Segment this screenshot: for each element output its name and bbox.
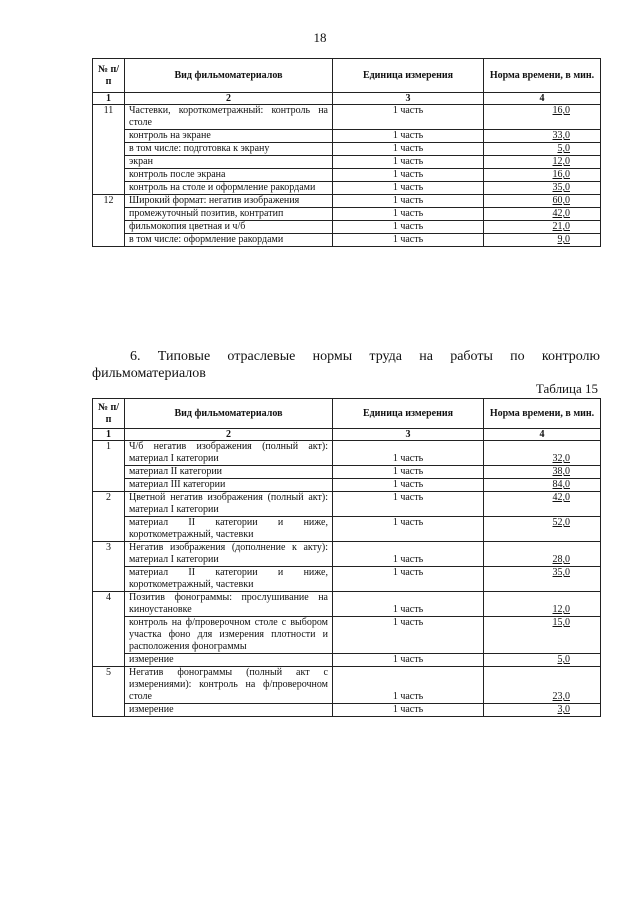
table-row — [93, 592, 601, 617]
column-number-row — [93, 93, 601, 105]
material-name: промежуточный позитив, контратип — [125, 208, 333, 221]
table-row — [93, 479, 601, 492]
norm-value: 12,0 — [484, 156, 601, 169]
material-name: измерение — [125, 654, 333, 667]
col-number: 4 — [484, 429, 601, 441]
material-name: измерение — [125, 704, 333, 717]
norm-value: 3,0 — [484, 704, 601, 717]
table-header-row — [93, 399, 601, 429]
col-number: 3 — [333, 429, 484, 441]
row-number: 4 — [93, 592, 125, 667]
page-number: 18 — [313, 30, 327, 45]
norm-value: 32,0 — [484, 441, 601, 466]
table-row — [93, 195, 601, 208]
material-name: материал II категории — [125, 466, 333, 479]
table-caption: Таблица 15 — [535, 381, 598, 396]
col-header-num: № п/п — [93, 399, 125, 429]
table-header-row — [93, 59, 601, 93]
unit-value: 1 часть — [333, 441, 484, 466]
unit-value: 1 часть — [333, 105, 484, 130]
unit-value: 1 часть — [333, 208, 484, 221]
norm-value: 12,0 — [484, 592, 601, 617]
norms-table-continued — [92, 58, 601, 247]
unit-value: 1 часть — [333, 567, 484, 592]
unit-value: 1 часть — [333, 143, 484, 156]
table-row — [93, 105, 601, 130]
table-row — [93, 667, 601, 704]
table-row — [93, 441, 601, 466]
table-row — [93, 182, 601, 195]
norm-value: 16,0 — [484, 105, 601, 130]
unit-value: 1 часть — [333, 195, 484, 208]
unit-value: 1 часть — [333, 130, 484, 143]
unit-value: 1 часть — [333, 156, 484, 169]
material-name: Негатив изображения (дополнение к акту): материал I категории — [125, 542, 333, 567]
unit-value: 1 часть — [333, 466, 484, 479]
row-number: 11 — [93, 105, 125, 195]
table-row — [93, 617, 601, 654]
table-row — [93, 234, 601, 247]
material-name: в том числе: подготовка к экрану — [125, 143, 333, 156]
col-number: 3 — [333, 93, 484, 105]
norm-value: 9,0 — [484, 234, 601, 247]
col-header-unit: Единица измерения — [333, 59, 484, 93]
col-header-material: Вид фильмоматериалов — [125, 59, 333, 93]
material-name: Негатив фонограммы (полный акт с измерениями): контроль на ф/проверочном столе — [125, 667, 333, 704]
norm-value: 35,0 — [484, 182, 601, 195]
material-name: Цветной негатив изображения (полный акт): материал I категории — [125, 492, 333, 517]
unit-value: 1 часть — [333, 542, 484, 567]
unit-value: 1 часть — [333, 667, 484, 704]
material-name: Позитив фонограммы: прослушивание на киноустановке — [125, 592, 333, 617]
col-header-material: Вид фильмоматериалов — [125, 399, 333, 429]
norm-value: 60,0 — [484, 195, 601, 208]
norm-value: 23,0 — [484, 667, 601, 704]
unit-value: 1 часть — [333, 654, 484, 667]
unit-value: 1 часть — [333, 617, 484, 654]
section-title: 6. Типовые отраслевые нормы труда на работы по контролю — [130, 349, 600, 364]
material-name: контроль на экране — [125, 130, 333, 143]
table-row — [93, 517, 601, 542]
col-header-norm: Норма времени, в мин. — [484, 399, 601, 429]
col-header-num: № п/п — [93, 59, 125, 93]
table-row — [93, 169, 601, 182]
section-title-continued: фильмоматериалов — [92, 366, 206, 381]
row-number: 5 — [93, 667, 125, 717]
col-number: 1 — [93, 429, 125, 441]
norm-value: 28,0 — [484, 542, 601, 567]
col-number: 4 — [484, 93, 601, 105]
row-number: 2 — [93, 492, 125, 542]
table-row — [93, 492, 601, 517]
material-name: материал II категории и ниже, короткометражный, частевки — [125, 517, 333, 542]
norm-value: 15,0 — [484, 617, 601, 654]
norm-value: 35,0 — [484, 567, 601, 592]
material-name: экран — [125, 156, 333, 169]
col-number: 2 — [125, 429, 333, 441]
unit-value: 1 часть — [333, 492, 484, 517]
table-row — [93, 221, 601, 234]
unit-value: 1 часть — [333, 169, 484, 182]
table-row — [93, 130, 601, 143]
norm-value: 16,0 — [484, 169, 601, 182]
material-name: в том числе: оформление ракордами — [125, 234, 333, 247]
row-number: 3 — [93, 542, 125, 592]
col-header-norm: Норма времени, в мин. — [484, 59, 601, 93]
unit-value: 1 часть — [333, 517, 484, 542]
unit-value: 1 часть — [333, 221, 484, 234]
unit-value: 1 часть — [333, 479, 484, 492]
row-number: 12 — [93, 195, 125, 247]
material-name: материал II категории и ниже, короткометражный, частевки — [125, 567, 333, 592]
material-name: контроль на ф/проверочном столе с выбором участка фоно для измерения плотности и расположения фонограммы — [125, 617, 333, 654]
norms-table-15 — [92, 398, 601, 717]
column-number-row — [93, 429, 601, 441]
unit-value: 1 часть — [333, 182, 484, 195]
unit-value: 1 часть — [333, 592, 484, 617]
norm-value: 5,0 — [484, 143, 601, 156]
material-name: фильмокопия цветная и ч/б — [125, 221, 333, 234]
norm-value: 42,0 — [484, 208, 601, 221]
col-number: 2 — [125, 93, 333, 105]
table-row — [93, 542, 601, 567]
material-name: контроль на столе и оформление ракордами — [125, 182, 333, 195]
norm-value: 42,0 — [484, 492, 601, 517]
section-heading — [92, 348, 600, 382]
material-name: Широкий формат: негатив изображения — [125, 195, 333, 208]
unit-value: 1 часть — [333, 704, 484, 717]
unit-value: 1 часть — [333, 234, 484, 247]
norm-value: 5,0 — [484, 654, 601, 667]
table-row — [93, 704, 601, 717]
table-row — [93, 654, 601, 667]
table-row — [93, 143, 601, 156]
material-name: контроль после экрана — [125, 169, 333, 182]
table-row — [93, 466, 601, 479]
material-name: материал III категории — [125, 479, 333, 492]
table-row — [93, 208, 601, 221]
norm-value: 33,0 — [484, 130, 601, 143]
norm-value: 84,0 — [484, 479, 601, 492]
table-row — [93, 567, 601, 592]
row-number: 1 — [93, 441, 125, 492]
norm-value: 52,0 — [484, 517, 601, 542]
table-row — [93, 156, 601, 169]
norm-value: 38,0 — [484, 466, 601, 479]
norm-value: 21,0 — [484, 221, 601, 234]
material-name: Частевки, короткометражный: контроль на столе — [125, 105, 333, 130]
col-number: 1 — [93, 93, 125, 105]
material-name: Ч/б негатив изображения (полный акт): материал I категории — [125, 441, 333, 466]
col-header-unit: Единица измерения — [333, 399, 484, 429]
